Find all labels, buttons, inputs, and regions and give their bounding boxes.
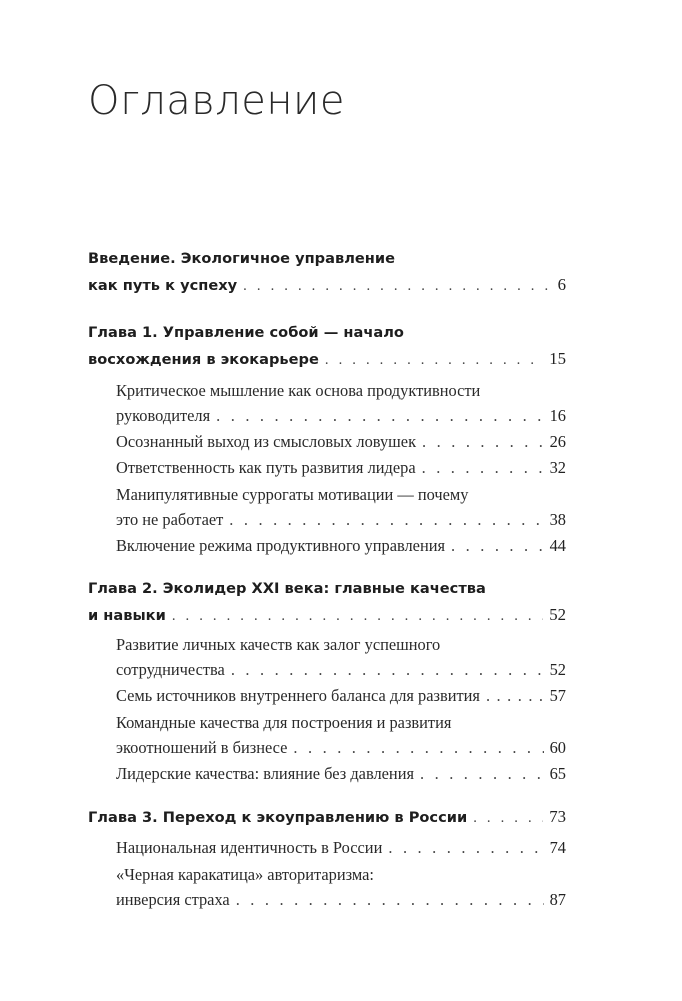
- dot-leader: [229, 507, 543, 533]
- toc-ch1-s1-page: 16: [549, 406, 566, 425]
- dot-leader: [422, 429, 544, 455]
- toc-ch2-s1-line1[interactable]: Развитие личных качеств как залог успешного: [116, 635, 441, 654]
- toc-ch3-s1-entry[interactable]: [116, 835, 566, 861]
- toc-ch2-title-line1[interactable]: Глава 2. Эколидер XXI века: главные качества: [88, 580, 486, 597]
- dot-leader: [293, 735, 543, 761]
- dot-leader: [486, 683, 544, 709]
- toc-ch2-page: 52: [549, 605, 566, 624]
- toc-ch1-s4-line1[interactable]: Манипулятивные суррогаты мотивации — почему: [116, 485, 469, 504]
- dot-leader: [420, 761, 544, 787]
- toc-ch1-s1-entry[interactable]: [116, 403, 566, 429]
- page-title: Оглавление: [88, 78, 345, 124]
- toc-ch1-title-line2: восхождения в экокарьере: [88, 351, 319, 368]
- toc-ch1-entry[interactable]: [88, 346, 566, 372]
- toc-ch2-s2-entry[interactable]: [116, 683, 566, 709]
- toc-ch2-title-line2: и навыки: [88, 607, 166, 624]
- toc-ch3-s2-page: 87: [549, 890, 566, 909]
- dot-leader: [325, 347, 543, 373]
- toc-ch3-s1-page: 74: [549, 838, 566, 857]
- toc-ch1-s5-title: Включение режима продуктивного управления: [116, 536, 446, 555]
- toc-ch1-s2-entry[interactable]: [116, 429, 566, 455]
- dot-leader: [172, 603, 543, 629]
- toc-ch2-s2-title: Семь источников внутреннего баланса для развития: [116, 686, 480, 705]
- toc-ch3-page: 73: [549, 807, 566, 826]
- toc-ch1-s5-page: 44: [549, 536, 566, 555]
- toc-ch2-s3-line2: экоотношений в бизнесе: [116, 738, 288, 757]
- dot-leader: [451, 533, 544, 559]
- toc-ch1-s3-page: 32: [549, 458, 566, 477]
- toc-ch1-s4-line2: это не работает: [116, 510, 224, 529]
- toc-ch1-s4-page: 38: [549, 510, 566, 529]
- toc-ch2-s1-line2: сотрудничества: [116, 660, 225, 679]
- toc-ch2-s2-page: 57: [549, 686, 566, 705]
- toc-ch2-s3-page: 60: [549, 738, 566, 757]
- toc-ch2-s4-page: 65: [549, 764, 566, 783]
- toc-ch2-s1-entry[interactable]: [116, 657, 566, 683]
- toc-ch3-title: Глава 3. Переход к экоуправлению в России: [88, 809, 468, 826]
- dot-leader: [236, 887, 544, 913]
- toc-ch2-entry[interactable]: [88, 602, 566, 628]
- toc-ch2-s4-entry[interactable]: [116, 761, 566, 787]
- toc-ch1-page: 15: [549, 349, 566, 368]
- dot-leader: [473, 805, 543, 831]
- toc-intro-title-line2: как путь к успеху: [88, 277, 238, 294]
- dot-leader: [422, 455, 544, 481]
- toc-ch3-s2-entry[interactable]: [116, 887, 566, 913]
- toc-ch1-title-line1[interactable]: Глава 1. Управление собой — начало: [88, 324, 404, 341]
- dot-leader: [243, 273, 551, 299]
- toc-intro-title-line1[interactable]: Введение. Экологичное управление: [88, 250, 396, 267]
- dot-leader: [388, 835, 543, 861]
- toc-ch3-s2-line1[interactable]: «Черная каракатица» авторитаризма:: [116, 865, 374, 884]
- toc-ch1-s2-title: Осознанный выход из смысловых ловушек: [116, 432, 417, 451]
- toc-ch1-s2-page: 26: [549, 432, 566, 451]
- toc-ch1-s3-entry[interactable]: [116, 455, 566, 481]
- toc-ch1-s4-entry[interactable]: [116, 507, 566, 533]
- toc-ch2-s1-page: 52: [549, 660, 566, 679]
- toc-ch1-s5-entry[interactable]: [116, 533, 566, 559]
- dot-leader: [216, 403, 543, 429]
- toc-ch1-s1-line1[interactable]: Критическое мышление как основа продуктивности: [116, 381, 481, 400]
- toc-ch3-s2-line2: инверсия страха: [116, 890, 230, 909]
- toc-ch2-s3-entry[interactable]: [116, 735, 566, 761]
- dot-leader: [231, 657, 544, 683]
- toc-intro-entry[interactable]: [88, 272, 566, 298]
- toc-ch2-s3-line1[interactable]: Командные качества для построения и развития: [116, 713, 452, 732]
- toc-ch3-s1-title: Национальная идентичность в России: [116, 838, 383, 857]
- toc-intro-page: 6: [557, 275, 566, 294]
- toc-ch1-s1-line2: руководителя: [116, 406, 211, 425]
- toc-ch2-s4-title: Лидерские качества: влияние без давления: [116, 764, 414, 783]
- toc-ch3-entry[interactable]: [88, 804, 566, 830]
- toc-ch1-s3-title: Ответственность как путь развития лидера: [116, 458, 416, 477]
